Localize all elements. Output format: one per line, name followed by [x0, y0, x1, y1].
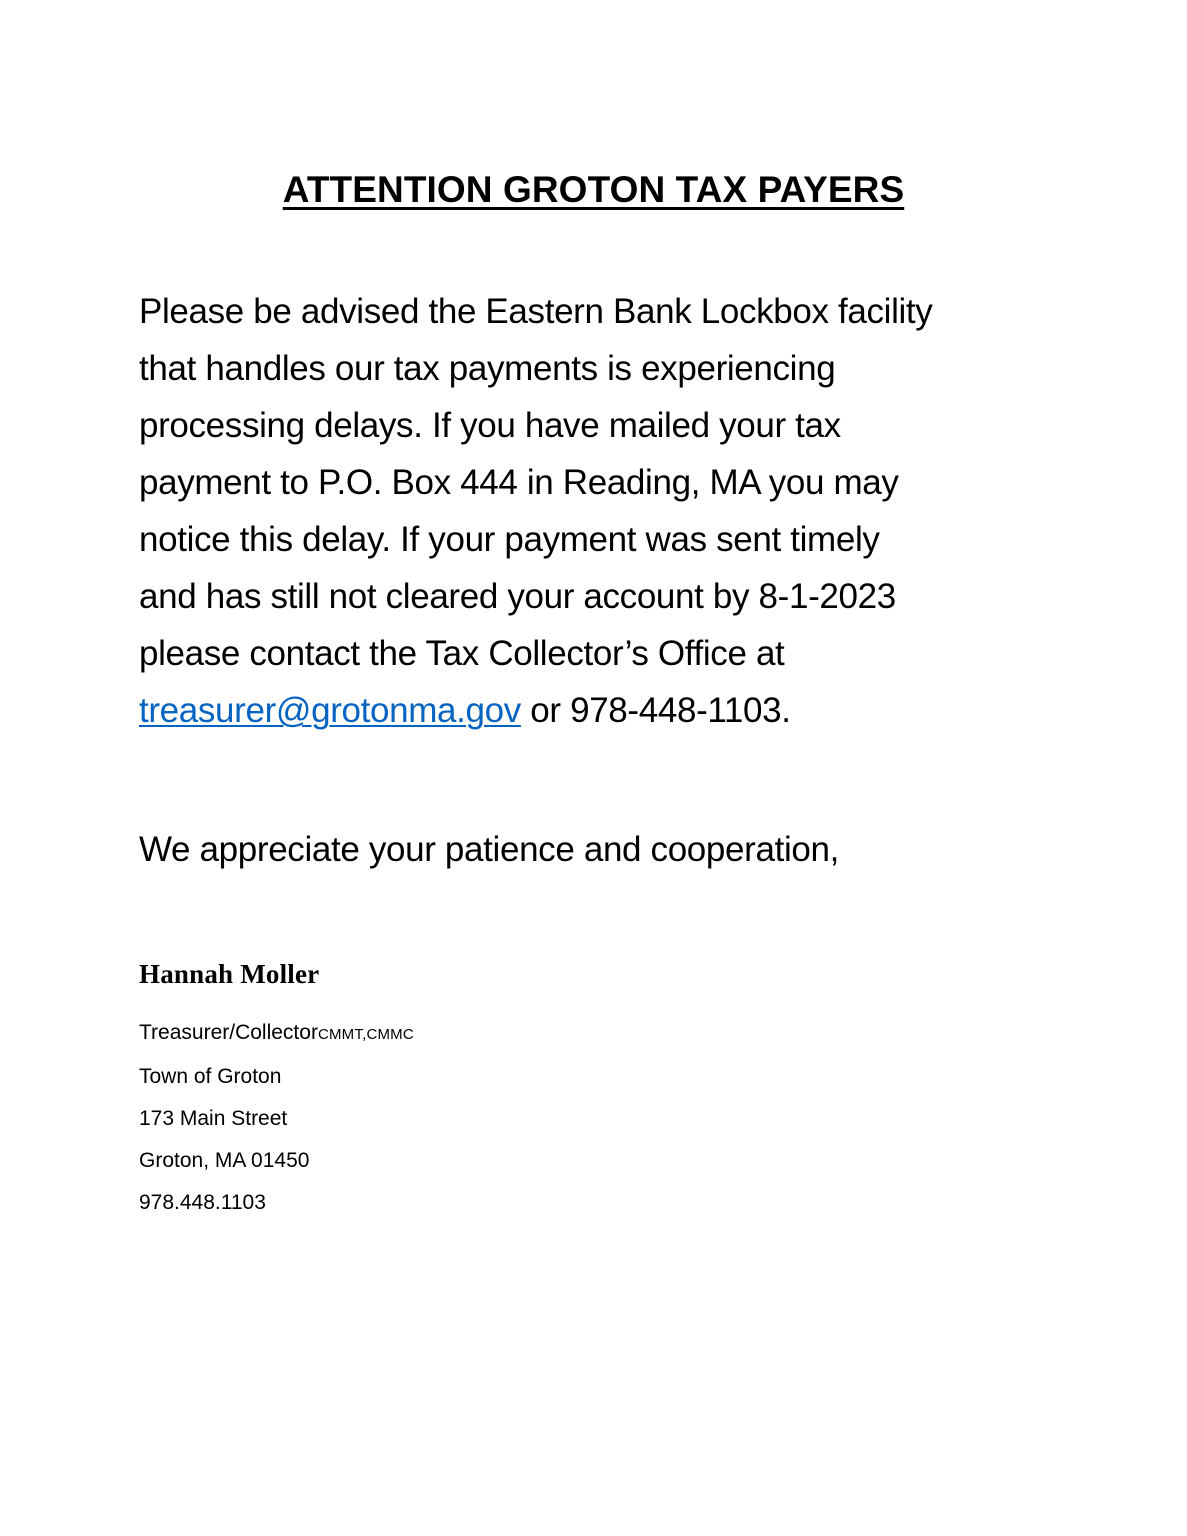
signature-street: 173 Main Street [139, 1107, 288, 1130]
signature-role [139, 1012, 739, 1056]
signature-role-text: Treasurer/Collector [139, 1021, 318, 1044]
body-line: processing delays. If you have mailed your tax [139, 406, 841, 445]
signature-phone: 978.448.1103 [139, 1191, 266, 1214]
page-title-text: ATTENTION GROTON TAX PAYERS [282, 168, 905, 210]
contact-phone: 978-448-1103. [570, 691, 791, 730]
body-line: that handles our tax payments is experiencing [139, 349, 836, 388]
body-line: Please be advised the Eastern Bank Lockbox facility [139, 292, 933, 331]
signature-name: Hannah Moller [139, 959, 320, 989]
closing-line: We appreciate your patience and cooperation, [139, 830, 839, 869]
contact-line [139, 682, 1039, 739]
body-line: notice this delay. If your payment was sent timely [139, 520, 880, 559]
body-line: and has still not cleared your account by 8-1-2023 [139, 577, 896, 616]
body-line: please contact the Tax Collector’s Office at [139, 634, 785, 673]
signature-organization: Town of Groton [139, 1065, 282, 1088]
contact-connector: or [520, 691, 571, 730]
body-line: payment to P.O. Box 444 in Reading, MA you may [139, 463, 899, 502]
email-link[interactable]: treasurer@grotonma.gov [139, 691, 521, 730]
signature-block [139, 958, 739, 1224]
signature-city-state-zip: Groton, MA 01450 [139, 1149, 310, 1172]
page-title [0, 167, 1187, 212]
signature-credentials: CMMT,CMMC [317, 1026, 414, 1043]
body-paragraph [139, 283, 1039, 739]
